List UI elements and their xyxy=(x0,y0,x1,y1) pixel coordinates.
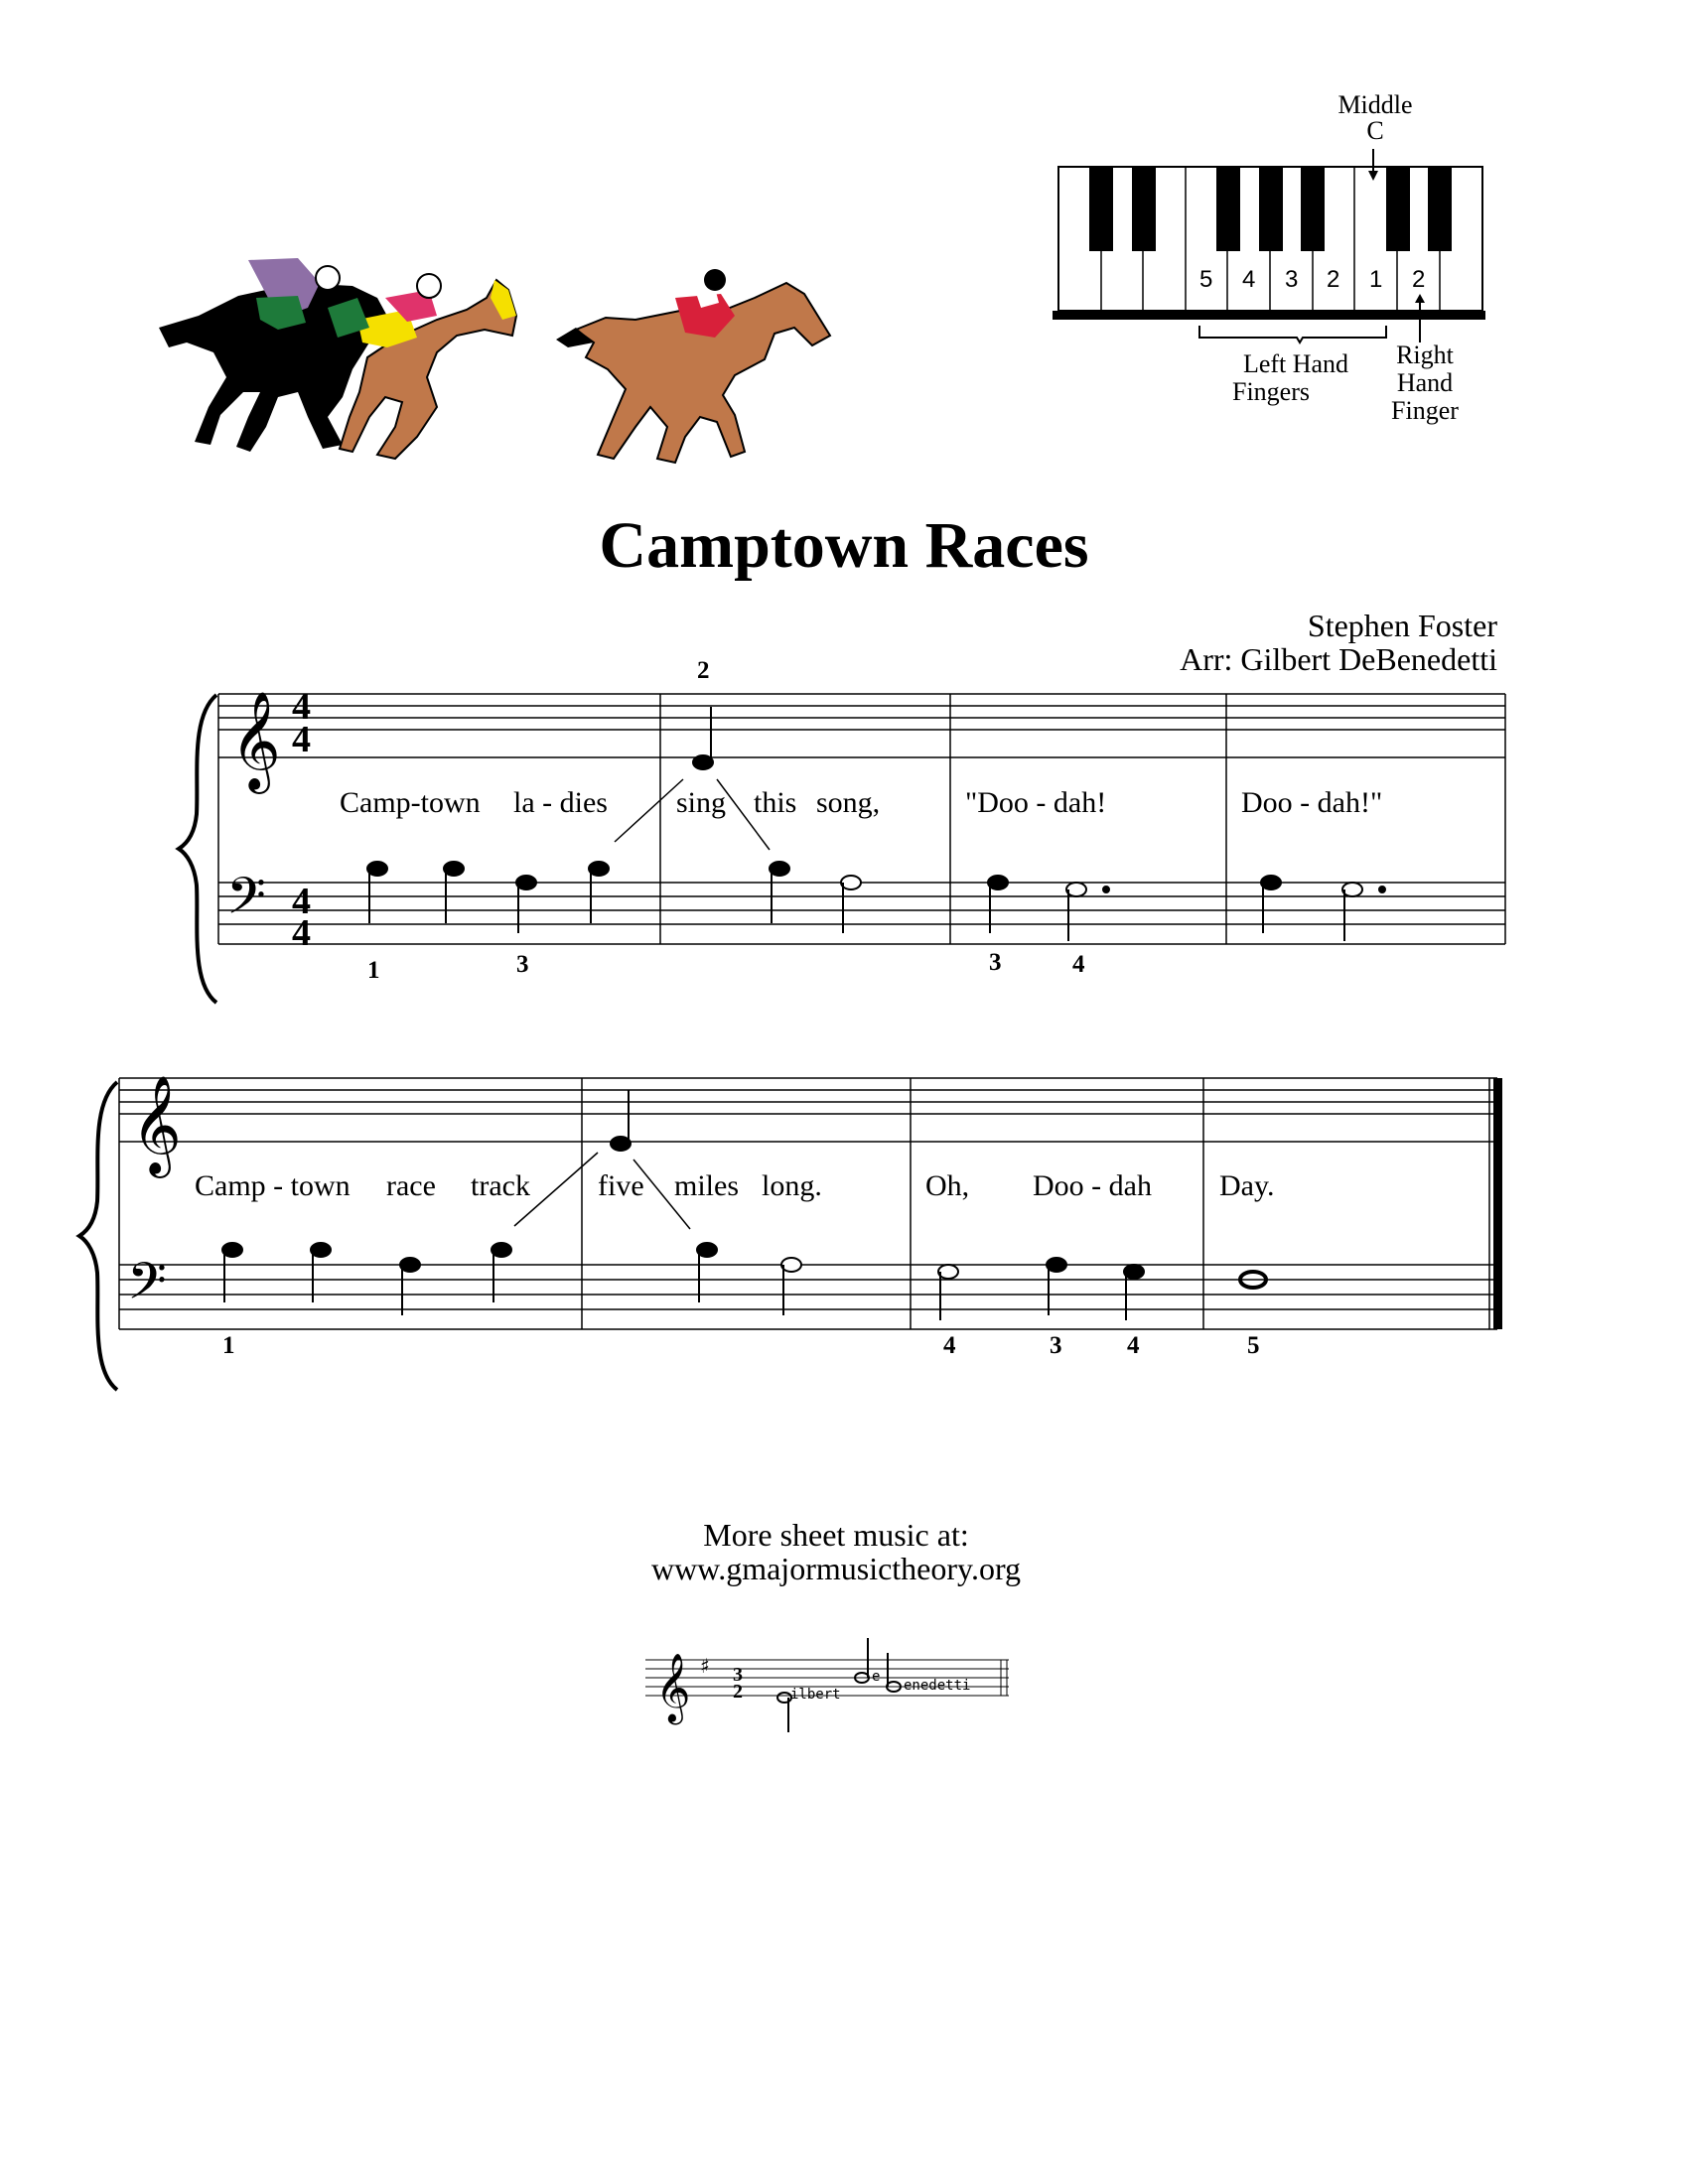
lyric: sing xyxy=(676,786,727,819)
right-hand-label: Hand xyxy=(1396,368,1454,397)
lyric: Camp-town xyxy=(340,786,481,819)
lyric: song, xyxy=(816,786,881,819)
bass-finger-number: 4 xyxy=(943,1332,956,1359)
svg-text:4: 4 xyxy=(292,881,311,922)
lyric: Day. xyxy=(1219,1169,1275,1202)
racehorse-illustration-left xyxy=(159,258,516,459)
lyric: Camp - town xyxy=(195,1169,351,1202)
treble-finger-number: 2 xyxy=(697,657,710,684)
composer: Stephen Foster xyxy=(1307,608,1497,643)
right-label: Right xyxy=(1396,341,1454,369)
music-system-1 xyxy=(179,686,1505,1003)
bass-finger-number: 3 xyxy=(1050,1332,1062,1359)
middle-c-label: C xyxy=(1366,116,1384,145)
svg-text:♯: ♯ xyxy=(700,1654,710,1678)
lyric: Doo - dah xyxy=(1033,1169,1152,1202)
middle-label: Middle xyxy=(1337,90,1413,119)
svg-text:2: 2 xyxy=(733,1681,743,1703)
lyric: this xyxy=(754,786,797,819)
svg-text:3: 3 xyxy=(733,1664,743,1686)
song-title: Camptown Races xyxy=(599,509,1089,582)
logo-text: e xyxy=(872,1669,881,1685)
left-hand-label: Left Hand xyxy=(1242,349,1349,378)
lyric: race xyxy=(386,1169,436,1202)
finger-number: 3 xyxy=(1285,266,1299,293)
left-hand-fingers-label: Fingers xyxy=(1232,377,1310,406)
lyric: miles xyxy=(674,1169,739,1202)
svg-text:4: 4 xyxy=(292,912,311,954)
lyric: long. xyxy=(762,1169,822,1202)
bass-finger-number: 4 xyxy=(1127,1332,1140,1359)
piano-keyboard-diagram xyxy=(1053,149,1485,342)
arranger: Arr: Gilbert DeBenedetti xyxy=(1180,641,1497,677)
racehorse-illustration-right xyxy=(556,269,830,463)
logo-text: enedetti xyxy=(904,1678,971,1694)
bass-finger-number: 1 xyxy=(367,957,380,984)
lyric: Oh, xyxy=(925,1169,970,1202)
bass-clef-icon: 𝄢 xyxy=(226,866,266,938)
bass-finger-number: 1 xyxy=(222,1332,235,1359)
right-finger-label: Finger xyxy=(1391,396,1459,425)
footer-line-1: More sheet music at: xyxy=(703,1517,969,1553)
lyric: "Doo - dah! xyxy=(965,786,1107,819)
bass-finger-number: 4 xyxy=(1072,951,1085,978)
bass-finger-number: 3 xyxy=(989,949,1002,976)
lyric: la - dies xyxy=(513,786,608,819)
svg-text:𝄞: 𝄞 xyxy=(655,1653,691,1722)
lyric: Doo - dah!" xyxy=(1241,786,1383,819)
lyric: five xyxy=(598,1169,644,1202)
treble-clef-icon: 𝄞 xyxy=(131,1075,182,1174)
finger-number: 1 xyxy=(1369,266,1383,293)
svg-text:4: 4 xyxy=(292,719,311,760)
bass-clef-icon: 𝄢 xyxy=(127,1251,167,1323)
bass-finger-number: 5 xyxy=(1247,1332,1260,1359)
finger-number: 4 xyxy=(1242,266,1256,293)
svg-text:4: 4 xyxy=(292,686,311,728)
bass-finger-number: 3 xyxy=(516,951,529,978)
finger-number: 5 xyxy=(1199,266,1213,293)
finger-number: 2 xyxy=(1327,266,1340,293)
footer-website[interactable]: www.gmajormusictheory.org xyxy=(650,1551,1022,1586)
finger-number: 2 xyxy=(1412,266,1426,293)
lyric: track xyxy=(471,1169,530,1202)
logo-text: ilbert xyxy=(790,1687,841,1703)
music-system-2 xyxy=(79,1075,1502,1390)
treble-clef-icon: 𝄞 xyxy=(230,691,281,790)
